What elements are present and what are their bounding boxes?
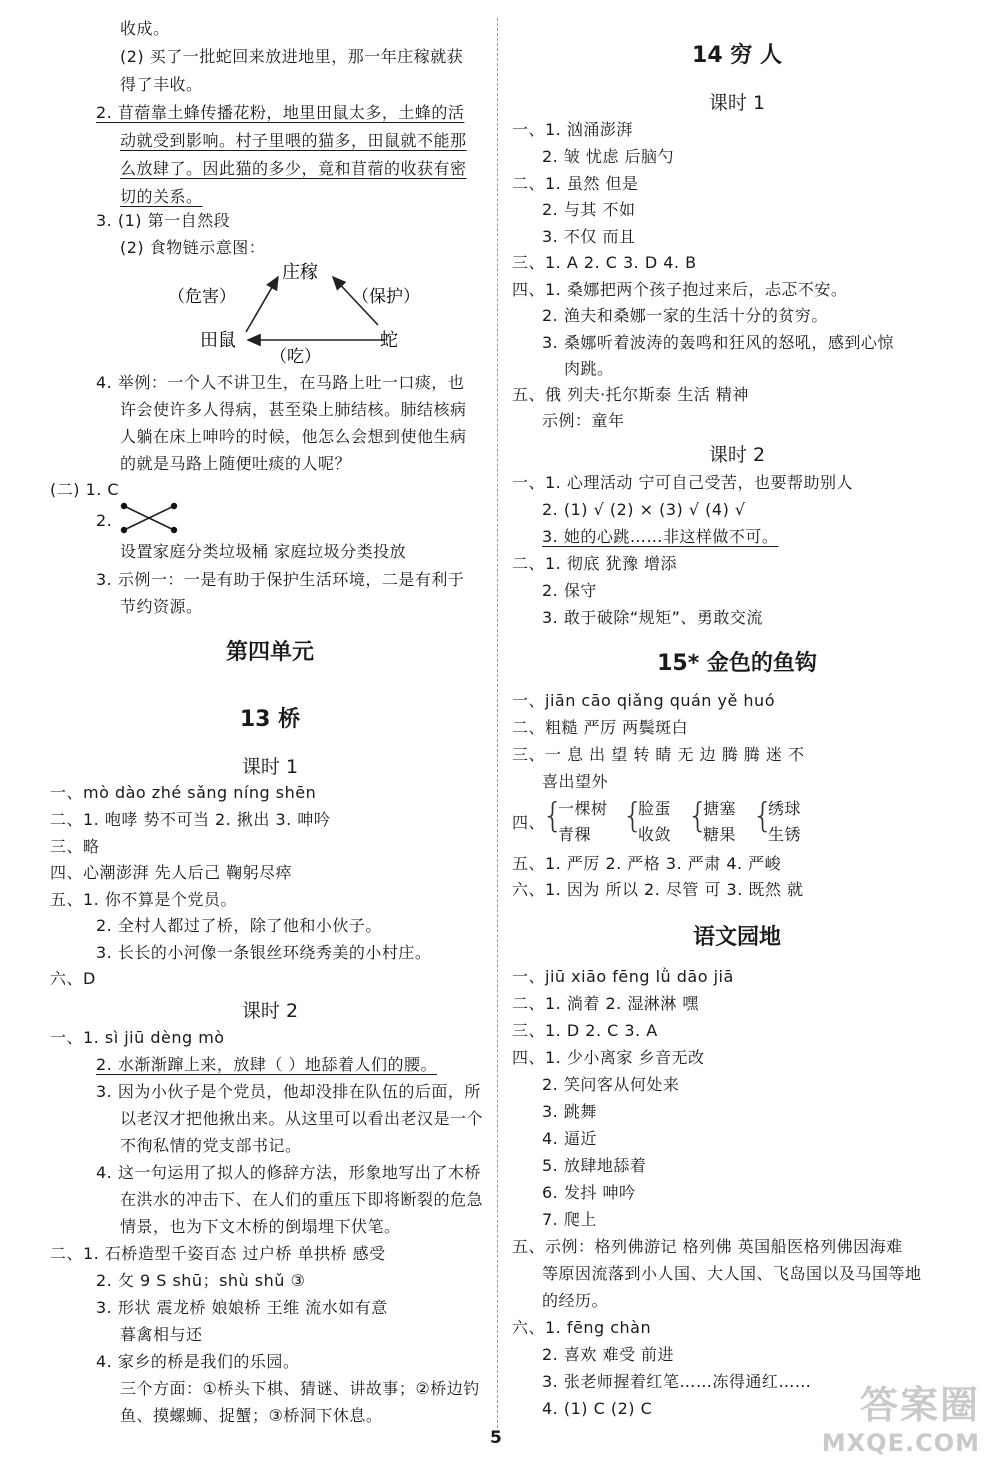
word-bottom: 收敛 — [638, 825, 672, 844]
label-protect: （保护） — [352, 287, 420, 307]
text-line: 许会使许多人得病，甚至染上肺结核。肺结核病 — [120, 400, 467, 419]
text-line: 3. 跳舞 — [542, 1102, 597, 1121]
text-line: 3. 示例一：一是有助于保护生活环境，二是有利于 — [96, 570, 465, 589]
food-chain-diagram — [150, 252, 470, 372]
text-line: 一、mò dào zhé sǎng níng shēn — [50, 783, 317, 802]
section-heading: 课时 1 — [708, 92, 766, 114]
page-number: 5 — [490, 1428, 502, 1448]
text-line: 二、1. 虽然 但是 — [512, 174, 639, 193]
node-she: 蛇 — [380, 330, 398, 351]
brace-icon: { — [542, 796, 564, 836]
lesson-title: 15* 金色的鱼钩 — [657, 651, 817, 676]
text-line: 四、 — [512, 813, 546, 832]
text-line: 六、1. 因为 所以 2. 尽管 可 3. 既然 就 — [512, 880, 804, 899]
text-line: 7. 爬上 — [542, 1210, 597, 1229]
watermark-text: 答案圈 — [859, 1383, 980, 1427]
text-line: 2. 全村人都过了桥，除了他和小伙子。 — [96, 916, 382, 935]
text-line: 2. — [96, 511, 113, 530]
text-line: 一、1. sì jiū dèng mò — [50, 1028, 225, 1047]
text-line: 不徇私情的党支部书记。 — [120, 1136, 302, 1155]
text-line: 二、粗糙 严厉 两鬓斑白 — [512, 718, 689, 737]
matching-lines-diagram — [118, 500, 182, 536]
text-line: 三、一 息 出 望 转 睛 无 边 腾 腾 迷 不 — [512, 745, 805, 764]
text-line: 2. 喜欢 难受 前进 — [542, 1345, 675, 1364]
text-line: 3. 桑娜听着波涛的轰鸣和狂风的怒吼，感到心惊 — [542, 333, 894, 352]
text-line: 四、心潮澎湃 先人后己 鞠躬尽瘁 — [50, 863, 293, 882]
watermark-logo — [822, 1374, 980, 1457]
text-line: 四、1. 少小离家 乡音无改 — [512, 1048, 705, 1067]
text-line: 2. 保守 — [542, 581, 597, 600]
word-top: 脸蛋 — [638, 799, 672, 818]
text-line: 4. 这一句运用了拟人的修辞方法，形象地写出了木桥 — [96, 1163, 481, 1182]
text-line: 六、D — [50, 969, 96, 988]
answer-underlined: 2. 苜蓿靠土蜂传播花粉，地里田鼠太多，土蜂的活 — [96, 103, 465, 122]
text-line: 情景，也为下文木桥的倒塌埋下伏笔。 — [120, 1217, 401, 1236]
text-line: 肉跳。 — [564, 359, 614, 378]
lesson-title: 14 穷 人 — [692, 43, 782, 68]
text-line: 五、示例：格列佛游记 格列佛 英国船医格列佛因海难 — [512, 1237, 903, 1256]
text-line: 设置家庭分类垃圾桶 家庭垃圾分类投放 — [120, 542, 407, 561]
text-line: 6. 发抖 呻吟 — [542, 1183, 636, 1202]
text-line: 得了丰收。 — [120, 75, 203, 94]
text-line: 2. 皱 忧虑 后脑勺 — [542, 147, 675, 166]
text-line: 3. 敢于破除“规矩”、勇敢交流 — [542, 608, 763, 627]
text-line: (二) 1. C — [50, 480, 120, 499]
text-line: 二、1. 咆哮 势不可当 2. 揪出 3. 呻吟 — [50, 810, 331, 829]
text-line: 五、1. 严厉 2. 严格 3. 严肃 4. 严峻 — [512, 854, 782, 873]
text-line: 鱼、摸螺蛳、捉蟹；③桥洞下休息。 — [120, 1406, 383, 1425]
node-zhuangjia: 庄稼 — [282, 262, 318, 283]
text-line: 人躺在床上呻吟的时候，他怎么会想到使他生病 — [120, 427, 467, 446]
text-line: 的经历。 — [542, 1291, 609, 1310]
brace-icon: { — [752, 796, 774, 836]
label-eat: （吃） — [270, 347, 321, 367]
text-line: 3. 张老师握着红笔……冻得通红…… — [542, 1372, 812, 1391]
word-bottom: 青稞 — [558, 825, 592, 844]
word-top: 搪塞 — [703, 799, 737, 818]
text-line: 一、1. 心理活动 宁可自己受苦，也要帮助别人 — [512, 473, 853, 492]
brace-icon: { — [687, 796, 709, 836]
word-top: 绣球 — [768, 799, 802, 818]
word-bottom: 糖果 — [703, 825, 737, 844]
text-line: 3. 形状 震龙桥 娘娘桥 王维 流水如有意 — [96, 1298, 388, 1317]
label-harm: （危害） — [168, 287, 236, 307]
word-top: 一棵树 — [558, 799, 608, 818]
text-line: 三个方面：①桥头下棋、猜谜、讲故事；②桥边钓 — [120, 1379, 480, 1398]
text-line: 节约资源。 — [120, 597, 203, 616]
text-line: 五、俄 列夫·托尔斯泰 生活 精神 — [512, 385, 749, 404]
text-line: 2. (1) √ (2) × (3) √ (4) √ — [542, 500, 746, 519]
text-line: 收成。 — [120, 19, 170, 38]
text-line: 示例：童年 — [542, 411, 625, 430]
unit-title: 第四单元 — [225, 640, 314, 665]
lesson-title: 13 桥 — [239, 707, 301, 732]
text-line: 四、1. 桑娜把两个孩子抱过来后，忐忑不安。 — [512, 280, 848, 299]
text-line: 3. (1) 第一自然段 — [96, 211, 231, 230]
section-title: 语文园地 — [692, 925, 781, 950]
text-line: 在洪水的冲击下、在人们的重压下即将断裂的危急 — [120, 1190, 484, 1209]
text-line: (2) 买了一批蛇回来放进地里，那一年庄稼就获 — [120, 47, 464, 66]
text-line: 4. 家乡的桥是我们的乐园。 — [96, 1352, 300, 1371]
text-line: 三、略 — [50, 837, 100, 856]
text-line: 的就是马路上随便吐痰的人呢？ — [120, 454, 352, 473]
section-heading: 课时 2 — [241, 1000, 299, 1022]
text-line: 3. 不仅 而且 — [542, 227, 636, 246]
text-line: 3. 因为小伙子是个党员，他却没排在队伍的后面，所 — [96, 1082, 481, 1101]
text-line: 二、1. 淌着 2. 湿淋淋 嘿 — [512, 994, 699, 1013]
node-tianshu: 田鼠 — [200, 330, 236, 351]
text-line: 二、1. 彻底 犹豫 增添 — [512, 554, 678, 573]
text-line: (2) 食物链示意图： — [120, 238, 266, 257]
text-line: 二、1. 石桥造型千姿百态 过户桥 单拱桥 感受 — [50, 1244, 386, 1263]
text-line: 4. 举例：一个人不讲卫生，在马路上吐一口痰，也 — [96, 373, 465, 392]
answer-underlined: 么放肆了。因此猫的多少，竟和苜蓿的收获有密 — [120, 159, 467, 178]
text-line: 2. 笑问客从何处来 — [542, 1075, 680, 1094]
text-line: 一、jiān cāo qiǎng quán yě huó — [512, 691, 775, 710]
text-line: 2. 渔夫和桑娜一家的生活十分的贫穷。 — [542, 306, 828, 325]
text-line: 暮禽相与还 — [120, 1325, 203, 1344]
answer-underlined: 3. 她的心跳……非这样做不可。 — [542, 527, 779, 546]
watermark-url: MXQE.COM — [821, 1429, 980, 1457]
text-line: 3. 长长的小河像一条银丝环绕秀美的小村庄。 — [96, 943, 432, 962]
text-line: 4. 逼近 — [542, 1129, 597, 1148]
text-line: 2. 与其 不如 — [542, 200, 636, 219]
text-line: 一、jiū xiāo fēng lǜ dāo jiā — [512, 967, 734, 986]
text-line: 2. 攵 9 S shū；shù shǔ ③ — [96, 1271, 306, 1290]
text-line: 以老汉才把他揪出来。从这里可以看出老汉是一个 — [120, 1109, 484, 1128]
text-line: 六、1. fēng chàn — [512, 1318, 652, 1337]
text-line: 喜出望外 — [542, 772, 609, 791]
word-bottom: 生锈 — [768, 825, 802, 844]
section-heading: 课时 1 — [241, 756, 299, 778]
section-heading: 课时 2 — [708, 444, 766, 466]
text-line: 一、1. 汹涌澎湃 — [512, 120, 633, 139]
text-line: 三、1. D 2. C 3. A — [512, 1021, 658, 1040]
text-line: 三、1. A 2. C 3. D 4. B — [512, 253, 697, 272]
text-line: 5. 放肆地舔着 — [542, 1156, 647, 1175]
answer-underlined: 2. 水渐渐蹿上来，放肆（ ）地舔着人们的腰。 — [96, 1055, 437, 1074]
arrow-tianshu-to-zhuangjia — [246, 277, 278, 332]
brace-icon: { — [622, 796, 644, 836]
answer-underlined: 切的关系。 — [120, 187, 203, 206]
text-line: 五、1. 你不算是个党员。 — [50, 890, 237, 909]
text-line: 等原因流落到小人国、大人国、飞岛国以及马国等地 — [542, 1264, 922, 1283]
text-line: 4. (1) C (2) C — [542, 1399, 653, 1418]
column-divider — [497, 18, 498, 1438]
answer-underlined: 动就受到影响。村子里喂的猫多，田鼠就不能那 — [120, 131, 467, 150]
